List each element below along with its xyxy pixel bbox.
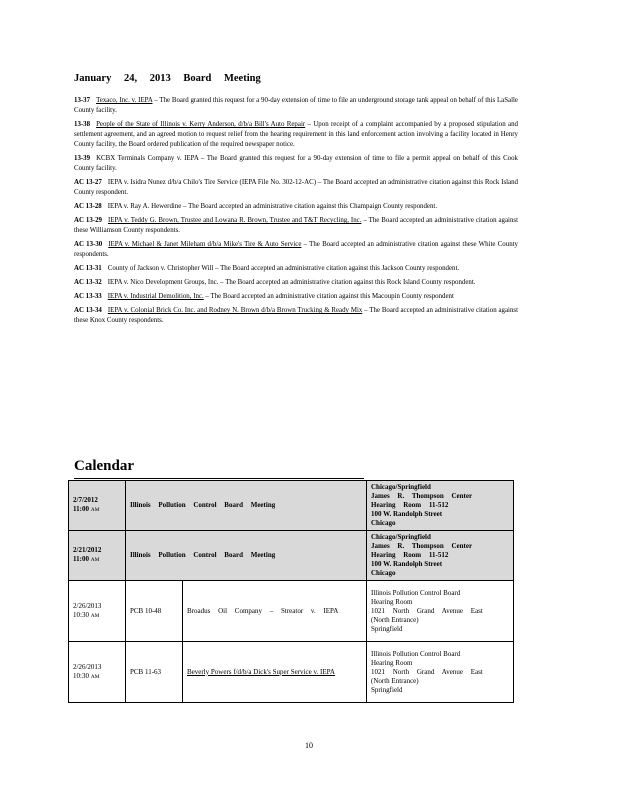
table-row xyxy=(69,531,514,581)
entry-ac-13-29 xyxy=(74,216,518,236)
entry-ac-13-33 xyxy=(74,292,518,302)
entry-text: – The Board accepted an administrative citation against this Macoupin County respondent xyxy=(203,293,454,300)
entry-text: KCBX Terminals Company v. IEPA – The Board granted this request for a 90-day extension of time to file a permit appeal on behalf of this Cook County facility. xyxy=(74,155,518,172)
case-number: 13-38 xyxy=(74,121,91,128)
entry-ac-13-31 xyxy=(74,264,518,274)
date-cell: 2/21/2012 11:00 AM xyxy=(69,531,126,581)
event-cell: Illinois Pollution Control Board Meeting xyxy=(126,481,367,531)
date-cell: 2/26/2013 10:30 AM xyxy=(69,581,126,642)
location-cell: Illinois Pollution Control Board Hearing Room 1021 North Grand Avenue East (North Entrance) Springfield xyxy=(367,581,514,642)
case-number: AC 13-30 xyxy=(74,241,103,248)
meeting-heading: January 24, 2013 Board Meeting xyxy=(74,73,261,84)
case-number-cell: PCB 11-63 xyxy=(126,642,183,703)
case-number: 13-37 xyxy=(74,97,91,104)
entry-ac-13-34 xyxy=(74,306,518,326)
entry-13-39 xyxy=(74,154,518,174)
entry-text: – The Board accepted an administrative citation against these Williamson County respondents. xyxy=(74,217,518,234)
page-number: 10 xyxy=(305,741,313,750)
entry-text: County of Jackson v. Christopher Will – The Board accepted an administrative citation against this Jackson County respondent. xyxy=(107,265,460,272)
case-link[interactable]: IEPA v. Colonial Brick Co. Inc. and Rodney N. Brown d/b/a Brown Trucking & Ready Mix xyxy=(107,307,363,314)
entry-text: – The Board accepted an administrative citation against these Knox County respondents. xyxy=(74,307,518,324)
entry-ac-13-28 xyxy=(74,202,518,212)
case-link[interactable]: IEPA v. Teddy G. Brown, Trustee and Lowana R. Brown, Trustee and T&T Recycling, Inc. xyxy=(107,217,362,224)
case-link[interactable]: IEPA v. Michael & Janet Mileham d/b/a Mike's Tire & Auto Service xyxy=(108,241,302,248)
event-cell: Illinois Pollution Control Board Meeting xyxy=(126,531,367,581)
location-cell: Illinois Pollution Control Board Hearing Room 1021 North Grand Avenue East (North Entrance) Springfield xyxy=(367,642,514,703)
case-number-cell: PCB 10-48 xyxy=(126,581,183,642)
case-number: 13-39 xyxy=(74,155,91,162)
location-cell: Chicago/Springfield James R. Thompson Center Hearing Room 11-512 100 W. Randolph Street Chicago xyxy=(367,481,514,531)
entry-ac-13-30 xyxy=(74,240,518,260)
case-number: AC 13-29 xyxy=(74,217,102,224)
case-link[interactable]: Texaco, Inc. v. IEPA xyxy=(96,97,153,104)
case-number: AC 13-27 xyxy=(74,179,102,186)
case-number: AC 13-28 xyxy=(74,203,102,210)
case-link[interactable]: Beverly Powers f/d/b/a Dick's Super Service v. IEPA xyxy=(183,642,367,703)
case-number: AC 13-31 xyxy=(74,265,102,272)
case-link[interactable]: People of the State of Illinois v. Kerry Anderson, d/b/a Bill's Auto Repair xyxy=(96,121,306,128)
date-cell: 2/7/2012 11:00 AM xyxy=(69,481,126,531)
board-actions-list xyxy=(74,96,518,330)
case-number: AC 13-34 xyxy=(74,307,102,314)
entry-text: – Upon receipt of a complaint accompanied by a proposed stipulation and settlement agreement, and an agreed motion to request relief from the hearing requirement in this land enforcement action involving a facility located in Henry County facility, the Board ordered publication of the required newspaper notice. xyxy=(74,121,518,148)
calendar-table xyxy=(68,480,514,703)
entry-13-38 xyxy=(74,120,518,150)
entry-text: IEPA v. Nico Development Groups, Inc. – The Board accepted an administrative citation against this Rock Island County respondent. xyxy=(107,279,476,286)
entry-ac-13-27 xyxy=(74,178,518,198)
table-row xyxy=(69,581,514,642)
entry-ac-13-32 xyxy=(74,278,518,288)
case-title-cell: Broadus Oil Company – Streator v. IEPA xyxy=(183,581,367,642)
case-number: AC 13-32 xyxy=(74,279,102,286)
calendar-title: Calendar xyxy=(74,458,134,474)
table-row xyxy=(69,642,514,703)
entry-text: – The Board granted this request for a 90-day extension of time to file an underground storage tank appeal on behalf of this LaSalle County facility. xyxy=(74,97,518,114)
date-cell: 2/26/2013 10:30 AM xyxy=(69,642,126,703)
calendar-divider xyxy=(74,478,364,479)
case-number: AC 13-33 xyxy=(74,293,102,300)
entry-text: IEPA v. Isidra Nunez d/b/a Chilo's Tire Service (IEPA File No. 302-12-AC) – The Board accepted an administrative citation against this Rock Island County respondent. xyxy=(74,179,518,196)
entry-13-37 xyxy=(74,96,518,116)
location-cell: Chicago/Springfield James R. Thompson Center Hearing Room 11-512 100 W. Randolph Street Chicago xyxy=(367,531,514,581)
entry-text: IEPA v. Ray A. Hewerdine – The Board accepted an administrative citation against this Champaign County respondent. xyxy=(107,203,438,210)
table-row xyxy=(69,481,514,531)
entry-text: – The Board accepted an administrative citation against these White County respondents. xyxy=(74,241,518,258)
case-link[interactable]: IEPA v. Industrial Demolition, Inc. xyxy=(107,293,204,300)
